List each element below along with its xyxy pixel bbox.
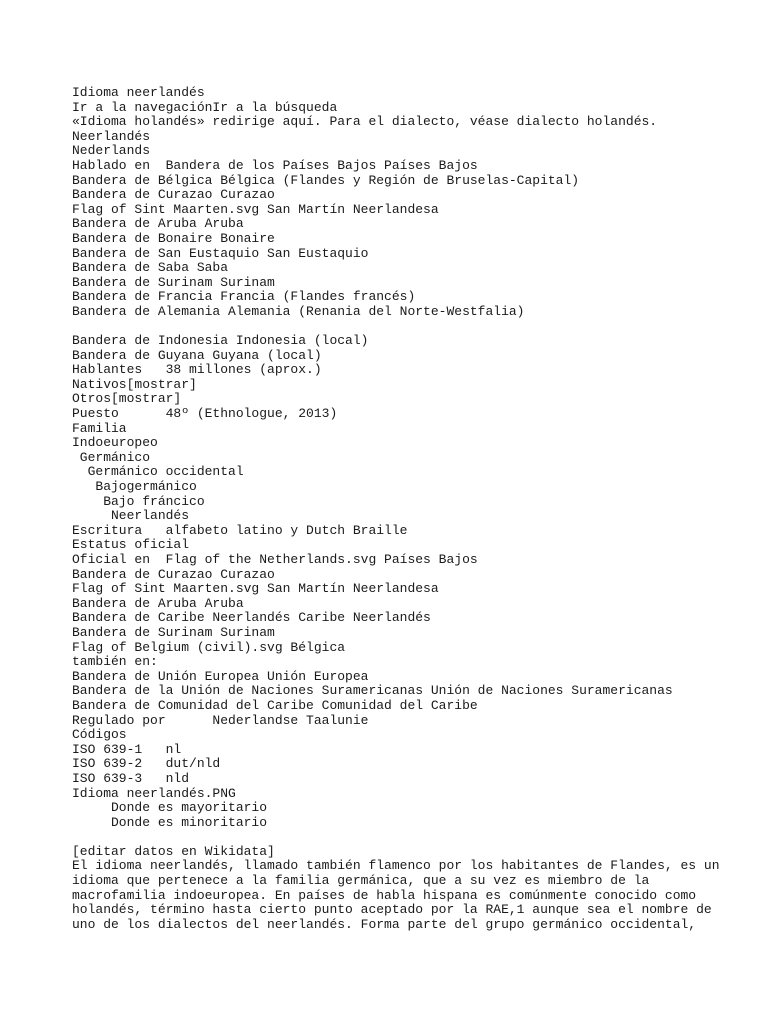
text-line: Flag of Belgium (civil).svg Bélgica [72, 639, 346, 655]
text-line: Indoeuropeo [72, 435, 158, 451]
text-line: ISO 639-2 dut/nld [72, 756, 221, 772]
text-line: Bandera de Caribe Neerlandés Caribe Neerlandés [72, 610, 431, 626]
text-line: Neerlandés [72, 508, 190, 524]
text-line: Nederlands [72, 143, 151, 159]
text-line: idioma que pertenece a la familia germánica, que a su vez es miembro de la [72, 873, 650, 889]
text-line: Ir a la navegaciónIr a la búsqueda [72, 99, 338, 115]
text-line: Bajogermánico [72, 479, 197, 495]
text-line: Bandera de la Unión de Naciones Suramericanas Unión de Naciones Suramericanas [72, 683, 673, 699]
text-line: Bandera de Curazao Curazao [72, 187, 275, 203]
text-line: Bandera de Guyana Guyana (local) [72, 347, 322, 363]
text-line: holandés, término hasta cierto punto aceptado por la RAE,1 aunque sea el nombre de [72, 902, 712, 918]
text-line: Regulado por Nederlandse Taalunie [72, 712, 369, 728]
blank-line [72, 320, 752, 335]
text-line: ISO 639-3 nld [72, 770, 190, 786]
text-line: Bandera de Unión Europea Unión Europea [72, 668, 369, 684]
text-line: Flag of Sint Maarten.svg San Martín Neerlandesa [72, 581, 439, 597]
text-line: Flag of Sint Maarten.svg San Martín Neerlandesa [72, 201, 439, 217]
text-line: «Idioma holandés» redirige aquí. Para el dialecto, véase dialecto holandés. [72, 114, 658, 130]
text-line: Oficial en Flag of the Netherlands.svg Países Bajos [72, 552, 478, 567]
text-line: El idioma neerlandés, llamado también flamenco por los habitantes de Flandes, es un [72, 858, 720, 874]
text-line: Bandera de Francia Francia (Flandes francés) [72, 289, 416, 305]
text-line: Hablantes 38 millones (aprox.) [72, 362, 322, 378]
text-line: Hablado en Bandera de los Países Bajos Países Bajos [72, 157, 478, 173]
text-line: Donde es mayoritario [72, 800, 268, 816]
text-line: Bandera de Aruba Aruba [72, 216, 244, 232]
text-line: Bandera de Aruba Aruba [72, 595, 244, 611]
text-line: Idioma neerlandés.PNG [72, 785, 236, 801]
text-line: Nativos[mostrar] [72, 376, 197, 392]
text-line: Bandera de Indonesia Indonesia (local) [72, 333, 369, 349]
text-line: [editar datos en Wikidata] [72, 843, 275, 859]
text-line: Otros[mostrar] [72, 391, 182, 407]
text-line: Puesto 48º (Ethnologue, 2013) [72, 406, 338, 422]
text-line: Bandera de Bélgica Bélgica (Flandes y Región de Bruselas-Capital) [72, 172, 580, 188]
text-line: Escritura alfabeto latino y Dutch Braille [72, 522, 408, 538]
text-line: ISO 639-1 nl [72, 741, 182, 757]
text-line: Donde es minoritario [72, 814, 268, 830]
text-line: Bandera de San Eustaquio San Eustaquio [72, 245, 369, 261]
text-line: Bandera de Curazao Curazao [72, 566, 275, 582]
text-line: Estatus oficial [72, 537, 190, 553]
text-line: Bandera de Saba Saba [72, 260, 229, 276]
text-line: también en: [72, 654, 158, 670]
text-line: Idioma neerlandés [72, 85, 205, 100]
document-body [72, 86, 752, 932]
text-line: Bandera de Bonaire Bonaire [72, 230, 275, 246]
blank-line [72, 830, 752, 845]
text-line: Familia [72, 420, 127, 436]
text-line: Bandera de Alemania Alemania (Renania del Norte-Westfalia) [72, 303, 525, 319]
text-line: Germánico occidental [72, 464, 244, 480]
text-line: uno de los dialectos del neerlandés. Forma parte del grupo germánico occidental, [72, 916, 697, 932]
text-line: Neerlandés [72, 128, 151, 144]
text-line: Bajo fráncico [72, 493, 205, 509]
text-line: Bandera de Surinam Surinam [72, 274, 275, 290]
text-line: Bandera de Surinam Surinam [72, 624, 275, 640]
text-line: macrofamilia indoeuropea. En países de habla hispana es comúnmente conocido como [72, 887, 697, 903]
text-line: Bandera de Comunidad del Caribe Comunidad del Caribe [72, 697, 478, 713]
text-line: Germánico [72, 449, 151, 465]
text-line: Códigos [72, 727, 127, 743]
